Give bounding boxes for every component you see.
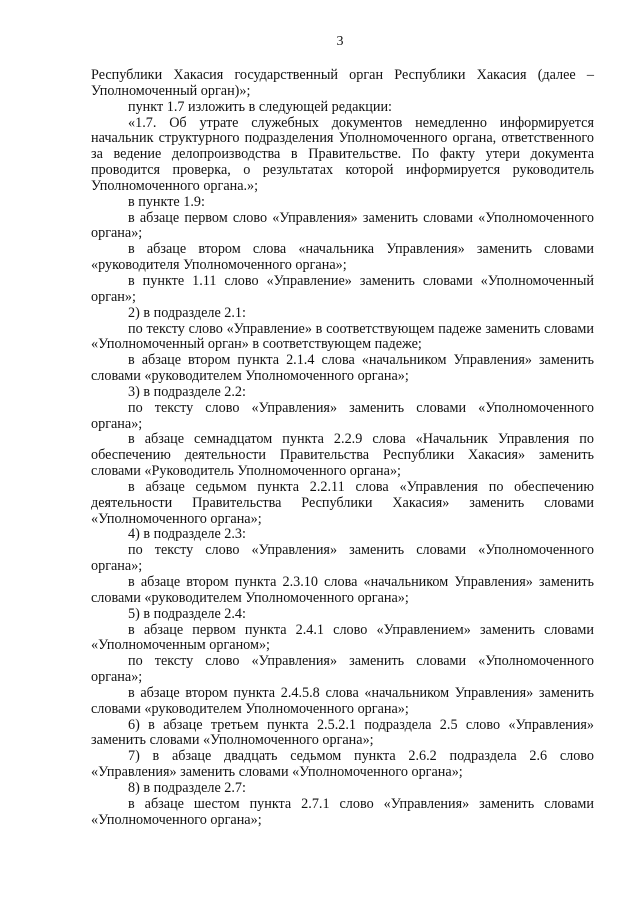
paragraph: в абзаце седьмом пункта 2.2.11 слова «Управления по обеспечению деятельности Правительства Республики Хакасия» заменить словами «Уполномоченного органа»;	[91, 478, 594, 527]
paragraph: в абзаце семнадцатом пункта 2.2.9 слова «Начальник Управления по обеспечению деятельности Правительства Республики Хакасия» заменить словами «Руководитель Уполномоченного органа»;	[91, 431, 594, 480]
paragraph: 8) в подразделе 2.7:	[128, 779, 246, 796]
paragraph: 4) в подразделе 2.3:	[128, 526, 246, 543]
paragraph: в абзаце втором пункта 2.4.5.8 слова «начальником Управления» заменить словами «руководителем Уполномоченного органа»;	[91, 684, 594, 717]
paragraph: «1.7. Об утрате служебных документов немедленно информируется начальник структурного подразделения Уполномоченного органа, ответственного за ведение делопроизводства в Правительстве. По факту утери документа проводится проверка, о результатах которой информируется руководитель Уполномоченного органа.»;	[91, 114, 594, 194]
paragraph: в абзаце втором пункта 2.3.10 слова «начальником Управления» заменить словами «руководителем Уполномоченного органа»;	[91, 574, 594, 606]
paragraph: Республики Хакасия государственный орган Республики Хакасия (далее – Уполномоченный орган)»;	[91, 67, 594, 99]
paragraph: в абзаце первом слово «Управления» заменить словами «Уполномоченного органа»;	[91, 209, 594, 242]
page-number: 3	[336, 34, 344, 49]
paragraph: 3) в подразделе 2.2:	[128, 383, 246, 400]
paragraph: по тексту слово «Управления» заменить словами «Уполномоченного органа»;	[91, 653, 594, 686]
paragraph: 5) в подразделе 2.4:	[128, 605, 246, 622]
paragraph: 7) в абзаце двадцать седьмом пункта 2.6.2 подраздела 2.6 слово «Управления» заменить словами «Уполномоченного органа»;	[91, 748, 594, 781]
paragraph: по тексту слово «Управление» в соответствующем падеже заменить словами «Уполномоченный орган» в соответствующем падеже;	[91, 320, 594, 353]
paragraph: в абзаце втором слова «начальника Управления» заменить словами «руководителя Уполномоченного органа»;	[91, 241, 594, 274]
paragraph: по тексту слово «Управления» заменить словами «Уполномоченного органа»;	[91, 542, 594, 575]
paragraph: в абзаце первом пункта 2.4.1 слово «Управлением» заменить словами «Уполномоченным органом»;	[91, 621, 594, 654]
paragraph: в абзаце шестом пункта 2.7.1 слово «Управления» заменить словами «Уполномоченного органа»;	[91, 795, 594, 828]
paragraph: в пункте 1.9:	[128, 193, 205, 210]
paragraph: 2) в подразделе 2.1:	[128, 304, 246, 321]
paragraph: по тексту слово «Управления» заменить словами «Уполномоченного органа»;	[91, 399, 594, 432]
paragraph: в абзаце втором пункта 2.1.4 слова «начальником Управления» заменить словами «руководителем Уполномоченного органа»;	[91, 352, 594, 385]
paragraph: 6) в абзаце третьем пункта 2.5.2.1 подраздела 2.5 слово «Управления» заменить словами «Уполномоченного органа»;	[91, 716, 594, 749]
paragraph: в пункте 1.11 слово «Управление» заменить словами «Уполномоченный орган»;	[91, 272, 594, 305]
document-body	[91, 68, 594, 829]
paragraph: пункт 1.7 изложить в следующей редакции:	[128, 98, 392, 115]
